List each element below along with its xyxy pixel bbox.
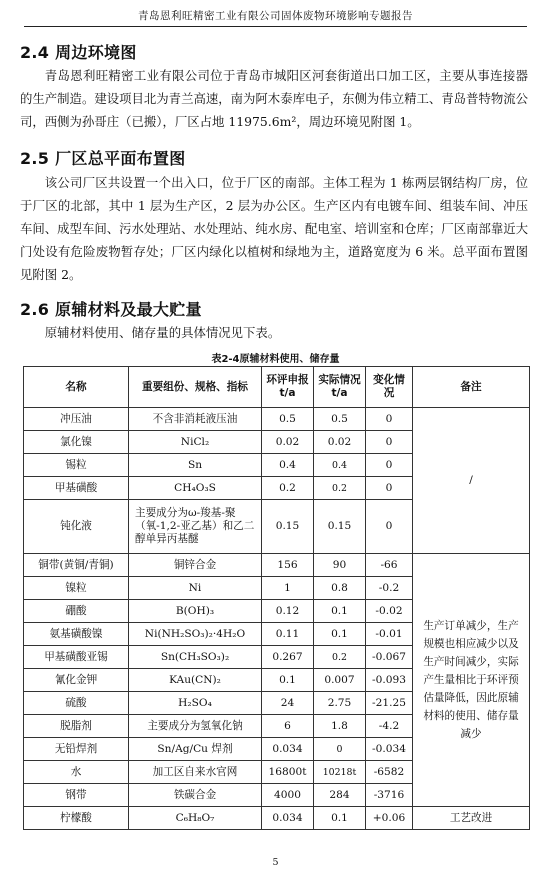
cell-actual: 0.02 — [314, 431, 366, 454]
cell-change: -0.01 — [366, 623, 413, 646]
cell-change: +0.06 — [366, 807, 413, 830]
cell-declared: 0.12 — [262, 600, 314, 623]
cell-declared: 16800t — [262, 761, 314, 784]
cell-actual: 10218t — [314, 761, 366, 784]
section-heading-2-5: 2.5 厂区总平面布置图 — [20, 149, 186, 168]
cell-actual: 0.15 — [314, 500, 366, 554]
cell-name: 硼酸 — [24, 600, 129, 623]
cell-change: -4.2 — [366, 715, 413, 738]
header-change: 变化情况 — [366, 367, 413, 408]
cell-declared: 0.5 — [262, 408, 314, 431]
cell-change: -0.02 — [366, 600, 413, 623]
cell-declared: 156 — [262, 554, 314, 577]
cell-declared: 24 — [262, 692, 314, 715]
cell-composition: NiCl₂ — [129, 431, 262, 454]
cell-name: 脱脂剂 — [24, 715, 129, 738]
page-number: 5 — [272, 857, 279, 868]
header-rule — [24, 26, 527, 27]
header-name: 名称 — [24, 367, 129, 408]
cell-change: -0.034 — [366, 738, 413, 761]
cell-declared: 0.034 — [262, 807, 314, 830]
cell-name: 钢带 — [24, 784, 129, 807]
cell-composition: 主要成分为氢氧化钠 — [129, 715, 262, 738]
cell-name: 水 — [24, 761, 129, 784]
cell-change: 0 — [366, 500, 413, 554]
cell-declared: 0.1 — [262, 669, 314, 692]
cell-composition: 加工区自来水官网 — [129, 761, 262, 784]
cell-composition: 铁碳合金 — [129, 784, 262, 807]
cell-name: 冲压油 — [24, 408, 129, 431]
cell-composition: 不含非消耗液压油 — [129, 408, 262, 431]
materials-table — [23, 366, 530, 830]
cell-actual: 0.1 — [314, 623, 366, 646]
cell-actual: 0.007 — [314, 669, 366, 692]
section-paragraph-2-5: 该公司厂区共设置一个出入口，位于厂区的南部。主体工程为 1 栋两层钢结构厂房，位于厂区的北部，其中 1 层为生产区，2 层为办公区。生产区内有电镀车间、组装车间、冲压车间、成型车间、污水处理站、水处理站、纯水房、配电室、培训室和仓库；厂区南部靠近大门处设有危险废物暂存处；厂区内绿化以植树和绿地为主，道路宽度为 6 米。总平面布置图见附图 2。 — [20, 175, 529, 282]
section-heading-2-6: 2.6 原辅材料及最大贮量 — [20, 300, 202, 319]
cell-declared: 0.267 — [262, 646, 314, 669]
cell-composition: 铜锌合金 — [129, 554, 262, 577]
section-paragraph-2-6: 原辅材料使用、储存量的具体情况见下表。 — [44, 325, 281, 340]
cell-actual: 0.1 — [314, 600, 366, 623]
cell-declared: 0.15 — [262, 500, 314, 554]
cell-change: -66 — [366, 554, 413, 577]
remarks-group-1: / — [413, 408, 530, 554]
cell-composition: C₆H₈O₇ — [129, 807, 262, 830]
cell-actual: 0.2 — [314, 477, 366, 500]
cell-composition: B(OH)₃ — [129, 600, 262, 623]
table-caption: 表2-4原辅材料使用、储存量 — [211, 354, 340, 365]
table-header-row — [24, 367, 530, 408]
cell-name: 硫酸 — [24, 692, 129, 715]
cell-change: -0.2 — [366, 577, 413, 600]
cell-name: 钝化液 — [24, 500, 129, 554]
table-row — [24, 408, 530, 431]
cell-composition: CH₄O₃S — [129, 477, 262, 500]
cell-change: -0.093 — [366, 669, 413, 692]
cell-actual: 0.2 — [314, 646, 366, 669]
cell-name: 柠檬酸 — [24, 807, 129, 830]
cell-declared: 4000 — [262, 784, 314, 807]
cell-composition: Sn — [129, 454, 262, 477]
cell-composition: Sn/Ag/Cu 焊剂 — [129, 738, 262, 761]
section-heading-2-4: 2.4 周边环境图 — [20, 43, 137, 62]
remarks-group-2: 生产订单减少，生产规模也相应减少以及生产时间减少，实际产生量相比于环评预估量降低，因此原辅材料的使用、储存量减少 — [413, 554, 530, 807]
cell-composition: Sn(CH₃SO₃)₂ — [129, 646, 262, 669]
cell-declared: 1 — [262, 577, 314, 600]
cell-composition: 主要成分为ω-羧基-聚（氧-1,2-亚乙基）和乙二醇单异丙基醚 — [129, 500, 262, 554]
table-row — [24, 554, 530, 577]
cell-actual: 0.5 — [314, 408, 366, 431]
cell-declared: 0.2 — [262, 477, 314, 500]
cell-change: -21.25 — [366, 692, 413, 715]
header-composition: 重要组份、规格、指标 — [129, 367, 262, 408]
cell-name: 氨基磺酸镍 — [24, 623, 129, 646]
remarks-last: 工艺改进 — [413, 807, 530, 830]
cell-name: 氯化镍 — [24, 431, 129, 454]
cell-actual: 284 — [314, 784, 366, 807]
cell-change: -3716 — [366, 784, 413, 807]
table-row — [24, 807, 530, 830]
cell-name: 无铅焊剂 — [24, 738, 129, 761]
cell-name: 铜带(黄铜/青铜) — [24, 554, 129, 577]
cell-actual: 0.4 — [314, 454, 366, 477]
section-paragraph-2-4: 青岛恩利旺精密工业有限公司位于青岛市城阳区河套街道出口加工区，主要从事连接器的生产制造。建设项目北为青兰高速，南为阿木泰库电子，东侧为伟立精工、青岛普特物流公司，西侧为孙哥庄（已搬），厂区占地 11975.6m²，周边环境见附图 1。 — [20, 68, 529, 129]
cell-actual: 0.1 — [314, 807, 366, 830]
cell-name: 甲基磺酸亚锡 — [24, 646, 129, 669]
cell-name: 锡粒 — [24, 454, 129, 477]
cell-name: 甲基磺酸 — [24, 477, 129, 500]
cell-actual: 90 — [314, 554, 366, 577]
cell-declared: 6 — [262, 715, 314, 738]
header-actual: 实际情况 t/a — [314, 367, 366, 408]
header-declared: 环评申报t/a — [262, 367, 314, 408]
cell-change: 0 — [366, 477, 413, 500]
cell-composition: H₂SO₄ — [129, 692, 262, 715]
cell-declared: 0.4 — [262, 454, 314, 477]
cell-declared: 0.034 — [262, 738, 314, 761]
cell-composition: Ni(NH₂SO₃)₂·4H₂O — [129, 623, 262, 646]
cell-declared: 0.11 — [262, 623, 314, 646]
cell-declared: 0.02 — [262, 431, 314, 454]
cell-actual: 2.75 — [314, 692, 366, 715]
cell-change: 0 — [366, 454, 413, 477]
cell-change: 0 — [366, 431, 413, 454]
cell-change: -0.067 — [366, 646, 413, 669]
cell-name: 镍粒 — [24, 577, 129, 600]
page-header: 青岛恩利旺精密工业有限公司固体废物环境影响专题报告 — [138, 10, 413, 22]
cell-change: -6582 — [366, 761, 413, 784]
header-remarks: 备注 — [413, 367, 530, 408]
cell-change: 0 — [366, 408, 413, 431]
cell-actual: 1.8 — [314, 715, 366, 738]
cell-actual: 0.8 — [314, 577, 366, 600]
cell-actual: 0 — [314, 738, 366, 761]
cell-name: 氰化金钾 — [24, 669, 129, 692]
cell-composition: Ni — [129, 577, 262, 600]
cell-composition: KAu(CN)₂ — [129, 669, 262, 692]
